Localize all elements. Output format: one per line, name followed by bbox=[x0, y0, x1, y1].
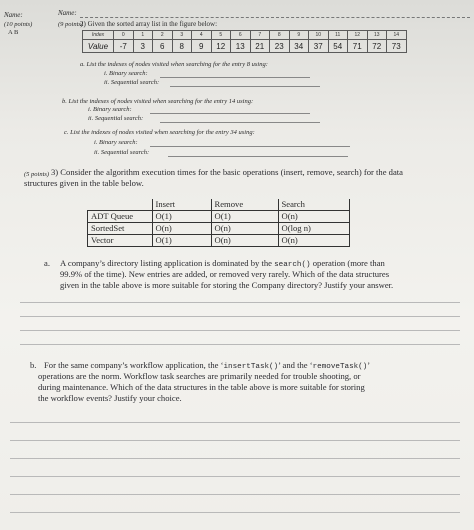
array-index-row bbox=[83, 31, 407, 40]
index-cell: 3 bbox=[172, 31, 192, 40]
sorted-array-table bbox=[82, 30, 407, 53]
index-cell: 0 bbox=[114, 31, 134, 40]
value-cell: 8 bbox=[172, 40, 192, 53]
index-cell: 9 bbox=[289, 31, 309, 40]
q2b-binary-label: i. Binary search: bbox=[88, 106, 132, 113]
q2a-prompt: a. List the indexes of nodes visited when searching for the entry 8 using: bbox=[80, 61, 268, 68]
index-cell: 13 bbox=[367, 31, 387, 40]
q3a-line3: given in the table above is more suitable for storing the Company directory? Justify your answer. bbox=[60, 280, 394, 290]
index-cell: 11 bbox=[328, 31, 348, 40]
value-cell: 72 bbox=[367, 40, 387, 53]
value-cell: 21 bbox=[250, 40, 270, 53]
q3b-line1-mid: ’ and the ‘ bbox=[278, 360, 313, 370]
cell: O(1) bbox=[211, 211, 278, 223]
index-cell: 6 bbox=[231, 31, 251, 40]
q2c-binary-answer-line[interactable] bbox=[150, 146, 350, 147]
q3b-line3: during maintenance. Which of the data structures in the table above is more suitable for storing bbox=[38, 382, 365, 392]
q2c-sequential-label: ii. Sequential search: bbox=[94, 149, 150, 156]
q3b-answer-line[interactable] bbox=[10, 476, 460, 477]
value-cell: 6 bbox=[153, 40, 173, 53]
value-cell: 54 bbox=[328, 40, 348, 53]
q2a-sequential-answer-line[interactable] bbox=[170, 86, 320, 87]
index-cell: 1 bbox=[133, 31, 153, 40]
q2b-sequential-label: ii. Sequential search: bbox=[88, 115, 144, 122]
q3b-line1-pre: For the same company’s workflow application, the ‘ bbox=[44, 360, 224, 370]
q3a-line1-post: operation (more than bbox=[312, 258, 385, 268]
q3a-answer-line[interactable] bbox=[20, 316, 460, 317]
q3a-line2: 99.9% of the time). New entries are added, or removed very rarely. Which of the data structures bbox=[60, 269, 390, 279]
value-cell: 71 bbox=[348, 40, 368, 53]
q2b-sequential-answer-line[interactable] bbox=[160, 122, 320, 123]
cell: O(n) bbox=[211, 223, 278, 235]
q3a-answer-line[interactable] bbox=[20, 302, 460, 303]
ops-header-search: Search bbox=[278, 199, 350, 211]
cell: O(1) bbox=[152, 211, 211, 223]
left-name-label: Name: bbox=[4, 11, 23, 19]
q2-prompt: 2) Given the sorted array list in the figure below: bbox=[80, 20, 218, 28]
q3b-line4: the workflow events? Justify your choice. bbox=[38, 393, 182, 403]
index-cell: 4 bbox=[192, 31, 212, 40]
ops-header-row bbox=[88, 199, 350, 211]
q3a-answer-line[interactable] bbox=[20, 344, 460, 345]
q2c-sequential-answer-line[interactable] bbox=[168, 156, 348, 157]
value-cell: 37 bbox=[309, 40, 329, 53]
cell: O(n) bbox=[211, 235, 278, 247]
value-cell: 9 bbox=[192, 40, 212, 53]
q3a-label: a. bbox=[44, 258, 50, 268]
row-name: SortedSet bbox=[88, 223, 153, 235]
q3b-answer-line[interactable] bbox=[10, 494, 460, 495]
value-cell: 23 bbox=[270, 40, 290, 53]
q2-points: (9 points) bbox=[58, 21, 84, 28]
array-value-row bbox=[83, 40, 407, 53]
value-cell: 13 bbox=[231, 40, 251, 53]
row-name: ADT Queue bbox=[88, 211, 153, 223]
q2b-binary-answer-line[interactable] bbox=[150, 113, 310, 114]
index-cell: 7 bbox=[250, 31, 270, 40]
operations-table bbox=[87, 199, 350, 247]
index-cell: 2 bbox=[153, 31, 173, 40]
q3b-answer-line[interactable] bbox=[10, 422, 460, 423]
index-cell: 5 bbox=[211, 31, 231, 40]
q2c-prompt: c. List the indexes of nodes visited when searching for the entry 34 using: bbox=[64, 129, 255, 136]
q3b-insert-code: insertTask() bbox=[223, 363, 279, 371]
left-ab-label: A B bbox=[8, 29, 19, 36]
ops-header-insert: Insert bbox=[152, 199, 211, 211]
q2c-binary-label: i. Binary search: bbox=[94, 139, 138, 146]
q3a-answer-line[interactable] bbox=[20, 330, 460, 331]
q2a-binary-answer-line[interactable] bbox=[160, 77, 310, 78]
q3-prompt-line2: structures given in the table below. bbox=[24, 178, 144, 188]
q3a-line1-pre: A company’s directory listing application is dominated by the bbox=[60, 258, 272, 268]
q3b-answer-line[interactable] bbox=[10, 440, 460, 441]
table-row bbox=[88, 223, 350, 235]
q3b-label: b. bbox=[30, 360, 37, 370]
cell: O(n) bbox=[278, 211, 350, 223]
table-row bbox=[88, 235, 350, 247]
q3a-search-code: search() bbox=[274, 261, 311, 269]
value-label: Value bbox=[83, 40, 114, 53]
ops-corner-cell bbox=[88, 199, 153, 211]
index-cell: 12 bbox=[348, 31, 368, 40]
index-label: Index bbox=[83, 31, 114, 40]
ops-header-remove: Remove bbox=[211, 199, 278, 211]
left-points-label: (10 points) bbox=[4, 21, 33, 28]
q2a-sequential-label: ii. Sequential search: bbox=[104, 79, 160, 86]
cell: O(n) bbox=[152, 223, 211, 235]
q3b-line1-post: ’ bbox=[367, 360, 371, 370]
q2b-prompt: b. List the indexes of nodes visited when searching for the entry 14 using: bbox=[62, 98, 254, 105]
q2a-binary-label: i. Binary search: bbox=[104, 70, 148, 77]
cell: O(log n) bbox=[278, 223, 350, 235]
q3b-answer-line[interactable] bbox=[10, 458, 460, 459]
value-cell: 12 bbox=[211, 40, 231, 53]
row-name: Vector bbox=[88, 235, 153, 247]
value-cell: -7 bbox=[114, 40, 134, 53]
cell: O(1) bbox=[152, 235, 211, 247]
index-cell: 10 bbox=[309, 31, 329, 40]
value-cell: 73 bbox=[387, 40, 407, 53]
q3-points: (5 points) bbox=[24, 171, 50, 178]
name-line bbox=[80, 17, 470, 18]
q3b-answer-line[interactable] bbox=[10, 512, 460, 513]
cell: O(n) bbox=[278, 235, 350, 247]
value-cell: 3 bbox=[133, 40, 153, 53]
index-cell: 8 bbox=[270, 31, 290, 40]
q3b-remove-code: removeTask() bbox=[312, 363, 368, 371]
q3b-line2: operations are the norm. Workflow task searches are primarily needed for trouble shooting, or bbox=[38, 371, 361, 381]
index-cell: 14 bbox=[387, 31, 407, 40]
q3-prompt-line1: 3) Consider the algorithm execution times for the basic operations (insert, remove, search) for the data bbox=[51, 167, 403, 177]
value-cell: 34 bbox=[289, 40, 309, 53]
name-label: Name: bbox=[58, 9, 77, 17]
table-row bbox=[88, 211, 350, 223]
